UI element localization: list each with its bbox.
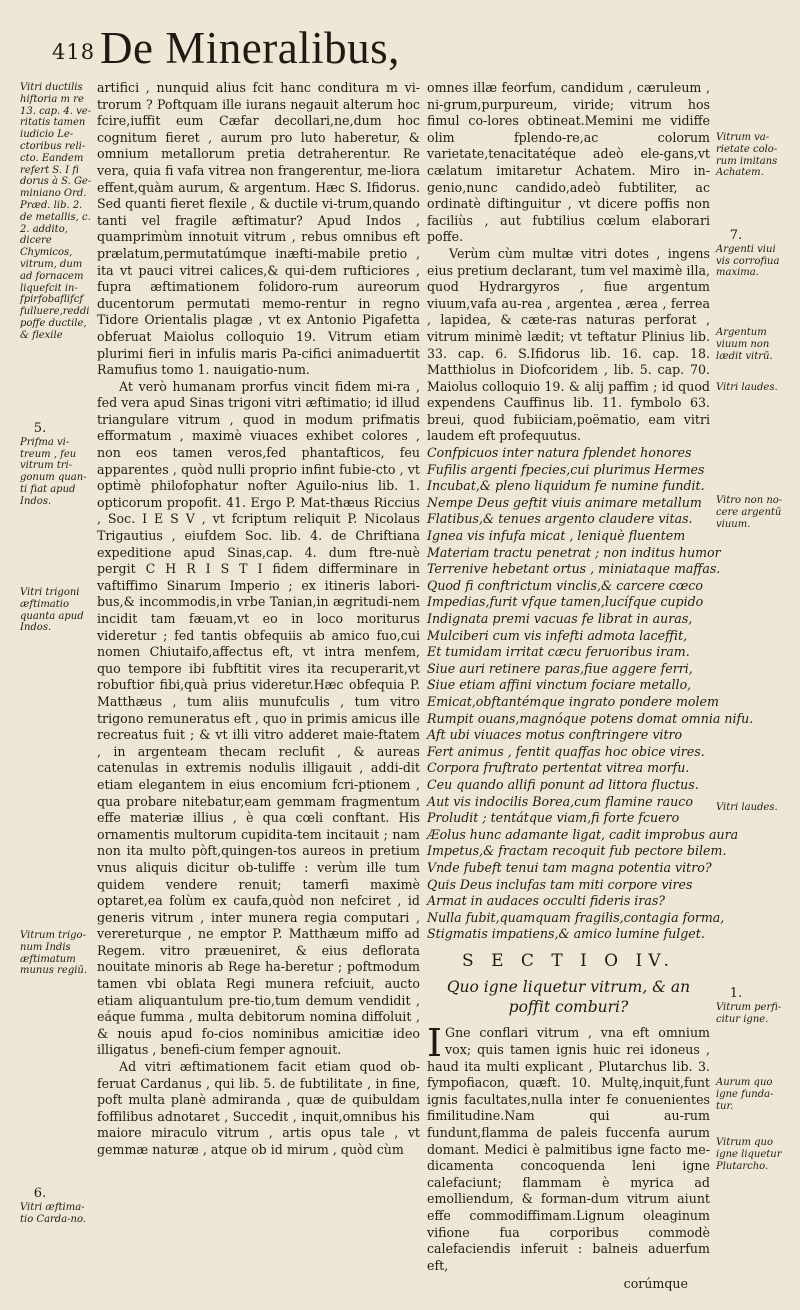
verse-line: Confpicuos inter natura fplendet honores — [427, 445, 692, 461]
margin-note: 6. Vitri æftima-tio Carda-no. — [20, 1186, 87, 1225]
left-column — [97, 80, 420, 1159]
page-number: 418 — [52, 40, 96, 64]
verse-line: Aut vis indocilis Borea,cum flamine rauco — [427, 793, 693, 809]
verse-line: Siue auri retinere paras,fiue aggere ferri, — [427, 660, 693, 676]
paragraph: At verò humanam prorfus vincit fidem mi-ra , fed vera apud Sinas trigoni vitri æftimatio; id illud triangulare vitrum , quod in modum prifmatis efformatum , maximè viuaces exhibet colores , non eos tamen veros,fed phantafticos, feu apparentes , quòd nulli proprio infint fubie-cto , vt optimè philofophatur nofter Aguilo-nius lib. 1. opticorum propofit. 41. Ergo P. Mat-thæus Riccius , Soc. I E S V , vt fcriptum reliquit P. Nicolaus Trigautius , eiufdem Soc. lib. 4. de Chriftiana expeditione apud Sinas,cap. 4. dum ftre-nuè pergit C H R I S T I fidem differminare in vaftiffimo Sinarum Imperio ; ex itineris labori-bus,& incommodis,in vrbe Tanian,in ægritudi-nem incidit tam fæuam,vt eo in loco moriturus videretur ; fed tantis obfequiis ab amico fuo,cui nomen Chiutaifo,affectus eft, vt intra menfem, quo tempore ibi fubftitit vires ita recuperarit,vt robuftior fibi,quà prius videretur.Hæc obfequia P. Matthæus , tum aliis munufculis , tum vitro trigono remuneratus eft , quo in primis amicus ille recreatus fuit ; & vt illi vitro adderet maie-ftatem , in argenteam thecam reclufit , & aureas catenulas in extremis nodulis illigauit , addi-dit etiam elegantem in eius encomium fcri-ptionem , qua probare nitebatur,eam gemmam fragmentum effe materiæ illius , è qua cœli conftant. His ornamentis multorum cupidita-tem incitauit ; nam non ita multo pòft,quingen-tos aureos in pretium vnus aliquis dicitur ob-tuliffe : verùm ille tum quidem vendere renuit; tamerfi maximè optaret,ea folùm ex caufa,quòd non nefciret , id generis vitrum , inter munera regia computari , verereturque , ne emptor P. Matthæum miffo ad Regem. vitro præueniret, & eius deflorata nouitate minoris ab Rege ha-beretur ; poftmodum tamen vbi oblata Regi munera refciuit, aucto etiam aliquantulum pre-tio,tum demum vendidit , eáque fumma , multa debitorum nomina diffoluit , & nouis apud fo-cios nominibus amicitiæ ideo illigatus , benefi-cium femper agnouit. — [97, 378, 420, 1058]
verse-line: Æolus hunc adamante ligat, cadit improbus aura — [427, 826, 739, 842]
verse-line: Flatibus,& tenues argento claudere vitas. — [427, 511, 693, 527]
verse-line: Rumpit ouans,magnóque potens domat omnia nifu. — [427, 710, 754, 726]
margin-note: 7. Argenti viui vis corrofiua maxima. — [716, 228, 780, 279]
margin-note: 5. Prifma vi-treum , feu vitrum tri-gonum quan-ti fiat apud Indos. — [20, 421, 87, 507]
verse-line: Ignea vis infufa micat , leniquè fluentem — [427, 528, 686, 544]
paragraph: Ad vitri æftimationem facit etiam quod ob-feruat Cardanus , qui lib. 5. de fubtilitate , in fine, poft multa planè admiranda , quæ de quibuldam foffilibus adnotaret , Succedit , inquit,omnibus his maiore miraculo vitrum , artis opus tale , vt gemmæ naturæ , atque ob id mirum , quòd cùm — [97, 1059, 420, 1157]
section-heading: S E C T I O IV. — [462, 950, 675, 971]
verse-line: Incubat,& pleno liquidum fe numine fundit. — [427, 478, 705, 494]
margin-note: Aurum quo igne funda-tur. — [716, 1077, 774, 1112]
margin-note: Vitrum trigo-num Indis æftimatum munus regiū. — [20, 930, 88, 977]
catchword: corúmque — [623, 1276, 688, 1292]
verse-line: Ceu quando allifi ponunt ad littora fluctus. — [427, 776, 699, 792]
running-head: De Mineralibus, — [100, 23, 400, 73]
margin-note: Vitri laudes. — [716, 382, 778, 393]
verse-line: Impetus,& fractam recoquit fub pectore bilem. — [427, 843, 727, 859]
margin-note: Vitro non no-cere argentū viuum. — [716, 495, 783, 530]
margin-note: Argentum viuum non lædit vitrū. — [716, 327, 773, 362]
verse-line: Stigmatis impatiens,& amico lumine fulget. — [427, 926, 705, 942]
verse-line: Nempe Deus geftit viuis animare metallum — [427, 494, 702, 510]
verse-line: Impedias,furit vfque tamen,lucífque cupido — [427, 594, 704, 610]
verse-line: Aft ubi viuaces motus conftringere vitro — [427, 727, 683, 743]
verse-line: Fufilis argenti fpecies,cui plurimus Hermes — [427, 461, 705, 477]
paragraph: Verùm cùm multæ vitri dotes , ingens eius pretium declarant, tum vel maximè illa, quod Hydrargyros , fiue argentum viuum,vafa au-rea , argentea , ærea , ferrea , lapidea, & cæte-ras naturas perforat , vitrum minimè lædit; vt teftatur Plinius lib. 33. cap. 6. S.Ifidorus lib. 16. cap. 18. Matthiolus in Diofcoridem , lib. 5. cap. 70. Maiolus colloquio 19. & alij paffim ; id quod expendens Cauffinus lib. 11. fymbolo 63. breui, quod fubiiciam,poëmatio, eam vitri laudem eft profequutus. — [427, 245, 710, 444]
margin-note: Vitri laudes. — [716, 802, 778, 813]
paragraph: artifici , nunquid alius fcit hanc conditura m vi-trorum ? Poftquam ille iurans negauit alterum hoc fcire,iuffit eum Cæfar decollari,ne,dum hoc cognitum fieret , aurum pro luto haberetur, & omnium metallorum pretia detraherentur. Re vera, quia fi vafa vitrea non frangerentur, me-liora effent,quàm aurum, & argentum. Hæc S. Ifidorus. Sed quanti fieret flexile , & ductile vi-trum,quando tanti vel fragile æftimatur? Apud Indos , quamprimùm innotuit vitrum , rebus omnibus eft prælatum,permutatúmque inæfti-mabile pretio , ita vt pauci vitrei calices,& qui-dem rufticiores , fupra æftimationem folidoro-rum aureorum ducentorum permutati memo-rentur in regno Tidore Orientalis plagæ , vt ex Antonio Pigafetta obferuat Maiolus colloquio 19. Vitrum etiam plurimi fieri in infulis maris Pa-cifici animaduertit Ramufius tomo 1. nauigatio-num. — [97, 80, 420, 378]
margin-note: Vitri ductilis hiftoria m re 13. cap. 4. ve-ritatis tamen iudicio Le-ctoribus reli-cto. Eandem refert S. I fi dorus à S. Ge-miniano Ord. Præd. lib. 2. de metallis, c. 2. addito, dicere Chymicos, vitrum, dum ad fornacem liquefcit in-fpirfobaflifcf fulluere,reddi poffe ductile, & flexile — [20, 82, 92, 341]
paragraph: omnes illæ feorfum, candidum , cæruleum , ni-grum,purpureum, viride; vitrum hos fimul co-lores obtineat.Memini me vidiffe olim fplendo-re,ac colorum varietate,tenacitatéque adeò ele-gans,vt cælatum imitaretur Achatem. Miro in-genio,nunc candido,adeò fubtiliter, ac ordinatè diftinguitur , vt dicere poffis non faciliùs , aut fubtilius cœlum elaborari poffe. — [427, 80, 710, 245]
verse-line: Fert animus , fentit quaffas hoc obice vires. — [427, 743, 705, 759]
margin-note: Vitri trigoni æftimatio quanta apud Indos. — [20, 587, 84, 634]
verse-line: Indignata premi vacuas fe librat in auras, — [427, 611, 693, 626]
verse-line: Et tumidam irritat cæcu feruoribus iram. — [427, 644, 690, 660]
drop-cap: I — [427, 1021, 443, 1066]
verse-line: Corpora fruftrato pertentat vitrea morfu. — [427, 760, 690, 776]
margin-note: 1. Vitrum perfi-citur igne. — [716, 986, 782, 1025]
verse-line: Vnde fubeft tenui tam magna potentia vitro? — [427, 859, 712, 875]
verse-line: Armat in audaces occulti fideris iras? — [427, 893, 666, 909]
verse-line: Mulciberi cum vis infefti admota laceffit, — [427, 627, 688, 643]
verse-line: Terrenive hebetant ortus , miniataque maffas. — [427, 561, 721, 577]
margin-note: Vitrum va-rietate colo-rum imitans Achatem. — [716, 132, 778, 179]
section-title: Quo igne liquetur vitrum, & an poffit comburi? — [446, 978, 691, 1017]
verse-line: Proludit ; tentátque viam,fi forte fcuero — [427, 810, 680, 826]
verse-line: Quis Deus inclufas tam miti corpore vires — [427, 876, 693, 892]
section-text: Gne conflari vitrum , vna eft omnium vox; quis tamen ignis huic rei idoneus , haud ita multi explicant , Plutarchus lib. 3. fympofiacon, quæft. 10. Multę,inquit,funt ignis facultates,nulla inter fe conuenientes fimilitudine.Nam qui au-rum fundunt,flamma de paleis fuccenfa aurum domant. Medici è palmitibus igne facto me-dicamenta concoquenda leni igne calefaciunt; flammam è myrica ad emolliendum, & forman-dum vitrum aiunt effe commodiffimam.Lignum oleaginum vifione fua corporibus commodè calefaciendis inferuit : balneis aduerfum eft, — [427, 1025, 710, 1273]
verse-line: Quod fi conftrictum vinclis,& carcere cœco — [427, 577, 703, 593]
verse-line: Materiam tractu penetrat ; non inditus humor — [427, 544, 721, 560]
verse-line: Siue etiam affini vinctum fociare metallo, — [427, 677, 692, 693]
page-header — [0, 22, 800, 72]
verse-line: Nulla fubit,quamquam fragilis,contagia forma, — [427, 909, 725, 925]
margin-note: Vitrum quo igne liquetur Plutarcho. — [716, 1137, 782, 1172]
verse-line: Emicat,obftantémque ingrato pondere molem — [427, 693, 719, 709]
section-paragraph — [427, 1021, 710, 1274]
